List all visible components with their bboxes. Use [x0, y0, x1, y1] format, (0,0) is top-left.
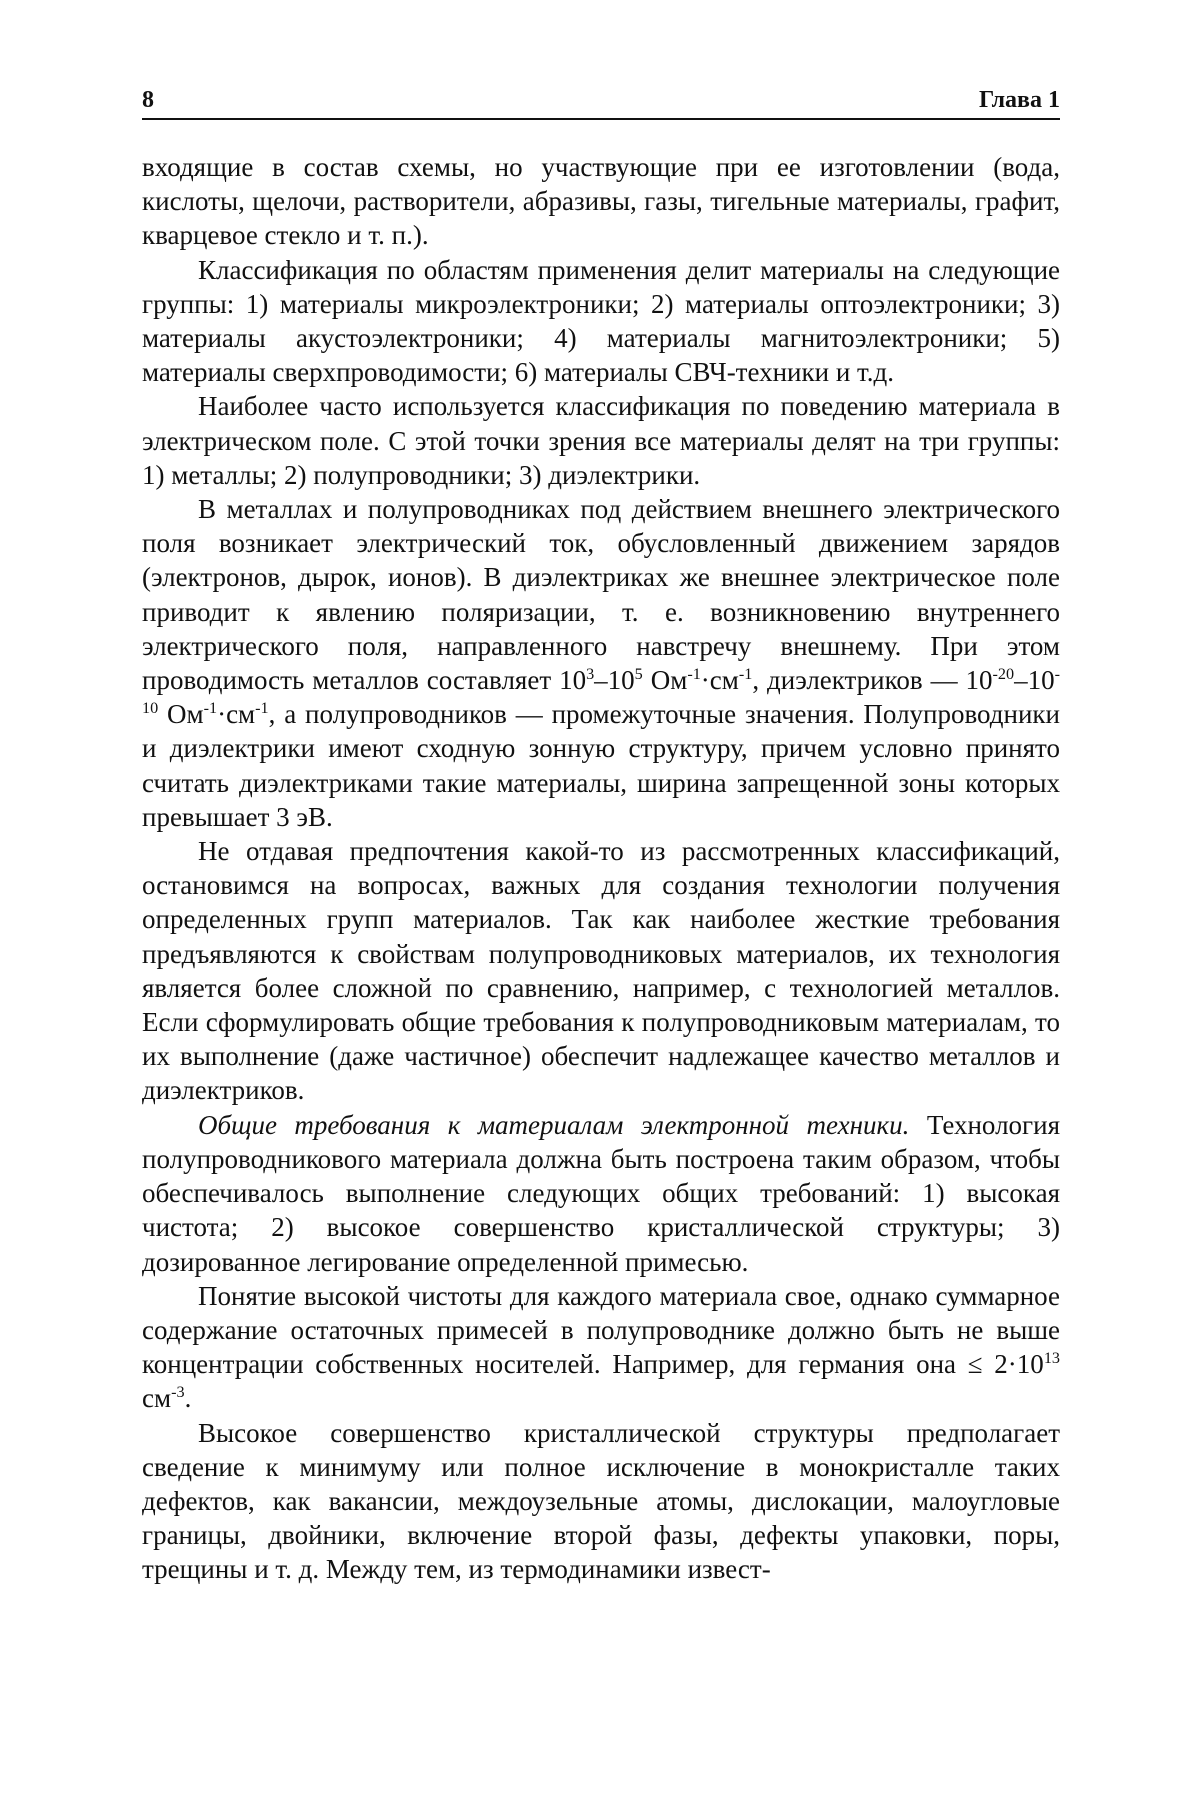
text-run: .: [184, 1383, 192, 1414]
text-run: Ом: [642, 665, 688, 696]
text-run: ·см: [700, 665, 739, 696]
superscript: -1: [738, 665, 753, 684]
superscript: -1: [203, 699, 218, 718]
body-text: [142, 150, 1060, 1587]
book-page: [142, 78, 1060, 1587]
text-run: Технология полупроводникового материала должна быть построена таким образом, чтобы обеспечивалось выполнение следующих общих требований: 1) высокая чистота; 2) высокое совершенство кристаллической структуры; 3) дозированное легирование определенной примесью.: [142, 1109, 1060, 1277]
paragraph-semiconductor-requirements-intro: Не отдавая предпочтения какой-то из рассмотренных классификаций, остановимся на вопросах, важных для создания технологии получения определенных групп материалов. Так как наиболее жесткие требования предъявляются к свойствам полупроводниковых материалов, их технология является более сложной по сравнению, например, с технологией металлов. Если сформулировать общие требования к полупроводниковым материалам, то их выполнение (даже частичное) обеспечит надлежащее качество металлов и диэлектриков.: [142, 836, 1060, 1106]
text-run: –10: [1014, 665, 1055, 696]
superscript: -3: [171, 1383, 185, 1402]
text-run: ·см: [217, 699, 256, 730]
text-run: , а полупроводников — промежуточные значения. Полупроводники и диэлектрики имеют сходную зонную структуру, причем условно принято считать диэлектриками такие материалы, ширина запрещенной зоны которых превышает 3 эВ.: [142, 699, 1060, 832]
chapter-title: Глава 1: [979, 87, 1060, 113]
superscript: 13: [1043, 1349, 1060, 1368]
superscript: -1: [255, 699, 269, 718]
text-run: –10: [594, 665, 635, 696]
text-run: Понятие высокой чистоты для каждого материала свое, однако суммарное содержание остаточных примесей в полупроводнике должно быть не выше концентрации собственных носителей. Например, для германия она ≤ 2·10: [142, 1280, 1060, 1380]
paragraph-conductivity: [142, 492, 1060, 834]
text-run: Ом: [158, 699, 204, 730]
text-run: В металлах и полупроводниках под действием внешнего электрического поля возникает электрический ток, обусловленный движением зарядов (электронов, дырок, ионов). В диэлектриках же внешнее электрическое поле приводит к явлению поляризации, т. е. возникновению внутреннего электрического поля, направленного навстречу внешнему. При этом проводимость металлов составляет 10: [142, 494, 1060, 696]
paragraph-classification-by-field: Наиболее часто используется классификация по поведению материала в электрическом поле. С этой точки зрения все материалы делят на три группы: 1) металлы; 2) полупроводники; 3) диэлектрики.: [142, 391, 1060, 490]
text-run: см: [142, 1383, 172, 1414]
paragraph-classification-by-application: Классификация по областям применения делит материалы на следующие группы: 1) материалы микроэлектроники; 2) материалы оптоэлектроники; 3) материалы акустоэлектроники; 4) материалы магнитоэлектроники; 5) материалы сверхпроводимости; 6) материалы СВЧ-техники и т.д.: [142, 254, 1060, 388]
paragraph-general-requirements: [142, 1108, 1060, 1279]
paragraph-crystal-perfection: Высокое совершенство кристаллической структуры предполагает сведение к минимуму или полное исключение в монокристалле таких дефектов, как вакансии, междоузельные атомы, дислокации, малоугловые границы, двойники, включение второй фазы, дефекты упаковки, поры, трещины и т. д. Между тем, из термодинамики извест-: [142, 1417, 1060, 1585]
italic-heading: Общие требования к материалам электронной техники.: [198, 1109, 910, 1140]
paragraph-continuation: входящие в состав схемы, но участвующие при ее изготовлении (вода, кислоты, щелочи, растворители, абразивы, газы, тигельные материалы, графит, кварцевое стекло и т. п.).: [142, 152, 1060, 251]
superscript: 5: [634, 665, 643, 684]
running-header: [142, 78, 1060, 120]
superscript: -10: [142, 665, 1060, 718]
page-number: 8: [142, 87, 154, 113]
superscript: -20: [992, 665, 1015, 684]
superscript: -1: [687, 665, 701, 684]
text-run: , диэлектриков — 10: [752, 665, 993, 696]
paragraph-high-purity: [142, 1279, 1060, 1416]
superscript: 3: [586, 665, 595, 684]
